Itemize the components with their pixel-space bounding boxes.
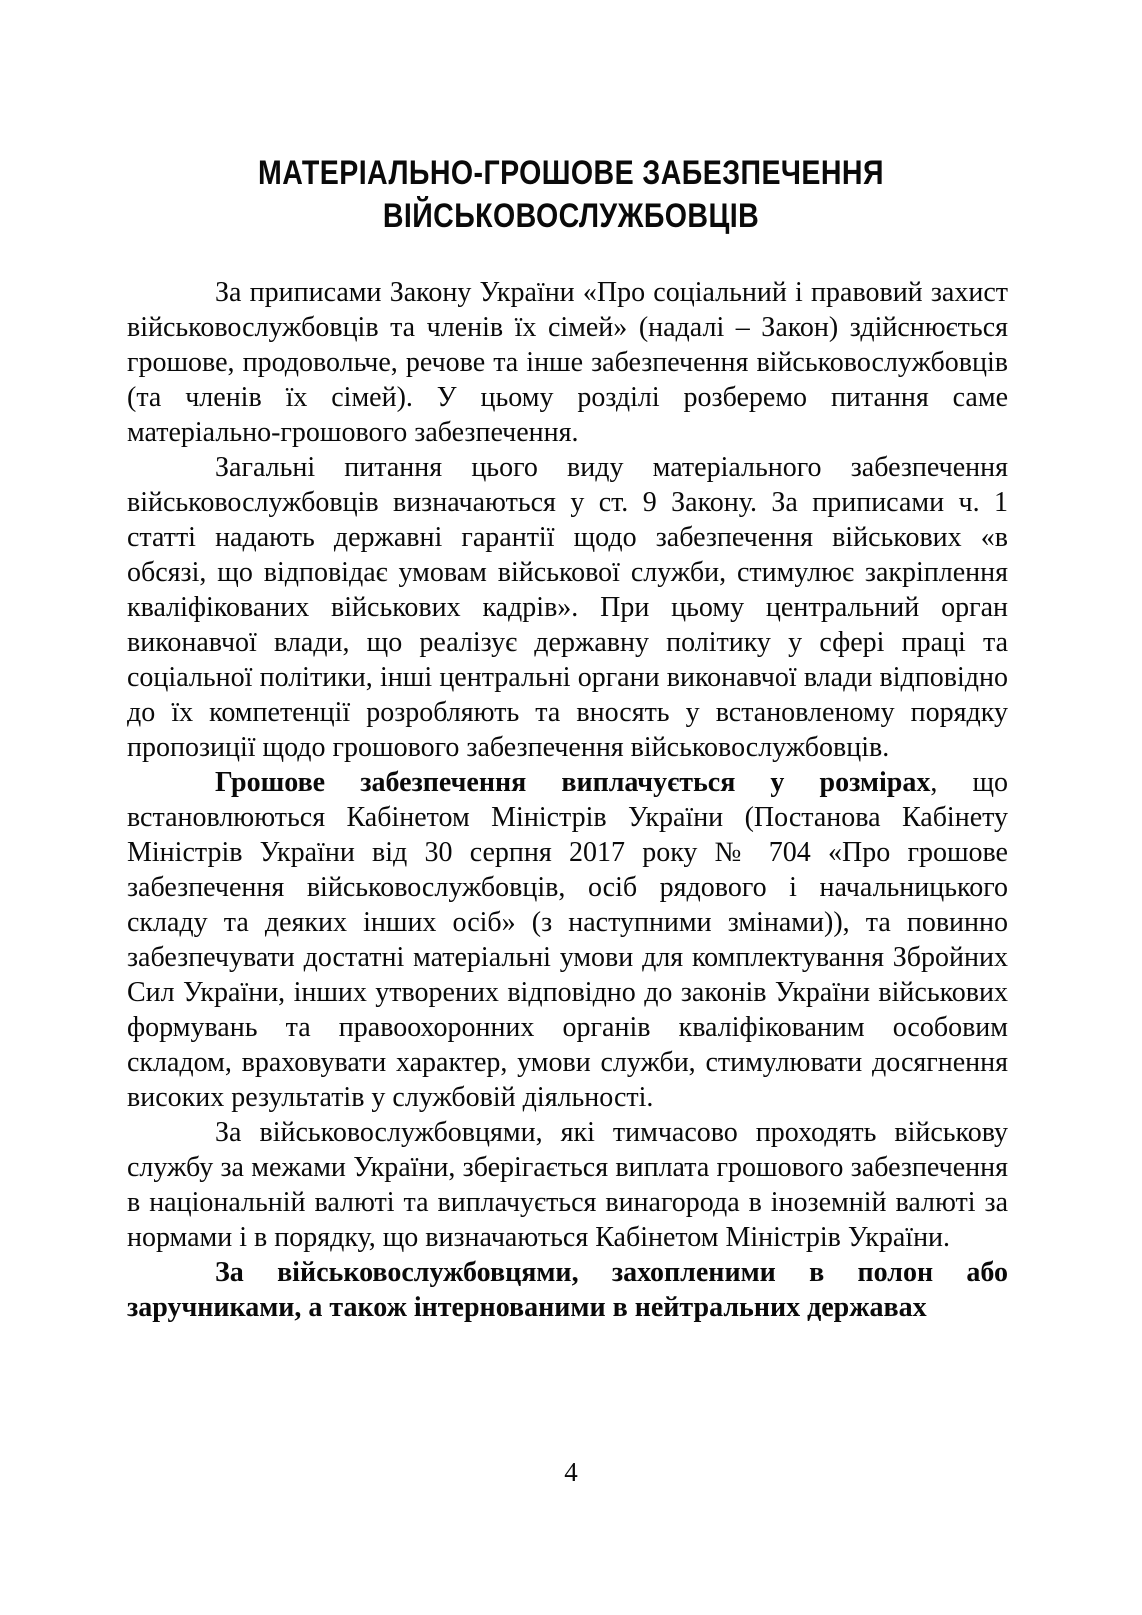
document-body <box>0 275 1142 1325</box>
paragraph: Грошове забезпечення виплачується у розмірах, що встановлюються Кабінетом Міністрів України (Постанова Кабінету Міністрів України від 30 серпня 2017 року № 704 «Про грошове забезпечення військовослужбовців, осіб рядового і начальницького складу та деяких інших осіб» (з наступними змінами)), та повинно забезпечувати достатні матеріальні умови для комплектування Збройних Сил України, інших утворених відповідно до законів України військових формувань та правоохоронних органів кваліфікованим особовим складом, враховувати характер, умови служби, стимулювати досягнення високих результатів у службовій діяльності. <box>127 767 1009 1113</box>
paragraph-bold-lead: Грошове забезпечення виплачується у розмірах <box>215 767 931 798</box>
paragraph: За військовослужбовцями, які тимчасово проходять військову службу за межами України, зберігається виплата грошового забезпечення в національній валюті та виплачується винагорода в іноземній валюті за нормами і в порядку, що визначаються Кабінетом Міністрів України. <box>127 1117 1008 1253</box>
paragraph: Загальні питання цього виду матеріального забезпечення військовослужбовців визначаються у ст. 9 Закону. За приписами ч. 1 статті надають державні гарантії щодо забезпечення військових «в обсязі, що відповідає умовам військової служби, стимулює закріплення кваліфікованих військових кадрів». При цьому центральний орган виконавчої влади, що реалізує державну політику у сфері праці та соціальної політики, інші центральні органи виконавчої влади відповідно до їх компетенції розробляють та вносять у встановленому порядку пропозиції щодо грошового забезпечення військовослужбовців. <box>127 452 1008 763</box>
title-line-1: МАТЕРІАЛЬНО-ГРОШОВЕ ЗАБЕЗПЕЧЕННЯ <box>258 154 884 192</box>
paragraph: За військовослужбовцями, захопленими в полон або заручниками, а також інтернованими в нейтральних державах <box>127 1257 1008 1323</box>
paragraph: За приписами Закону України «Про соціальний і правовий захист військовослужбовців та членів їх сімей» (надалі – Закон) здійснюється грошове, продовольче, речове та інше забезпечення військовослужбовців (та членів їх сімей). У цьому розділі розберемо питання саме матеріально-грошового забезпечення. <box>127 277 1008 448</box>
document-title <box>91 152 1050 238</box>
title-line-2: ВІЙСЬКОВОСЛУЖБОВЦІВ <box>382 197 760 235</box>
page-number: 4 <box>564 1457 578 1487</box>
